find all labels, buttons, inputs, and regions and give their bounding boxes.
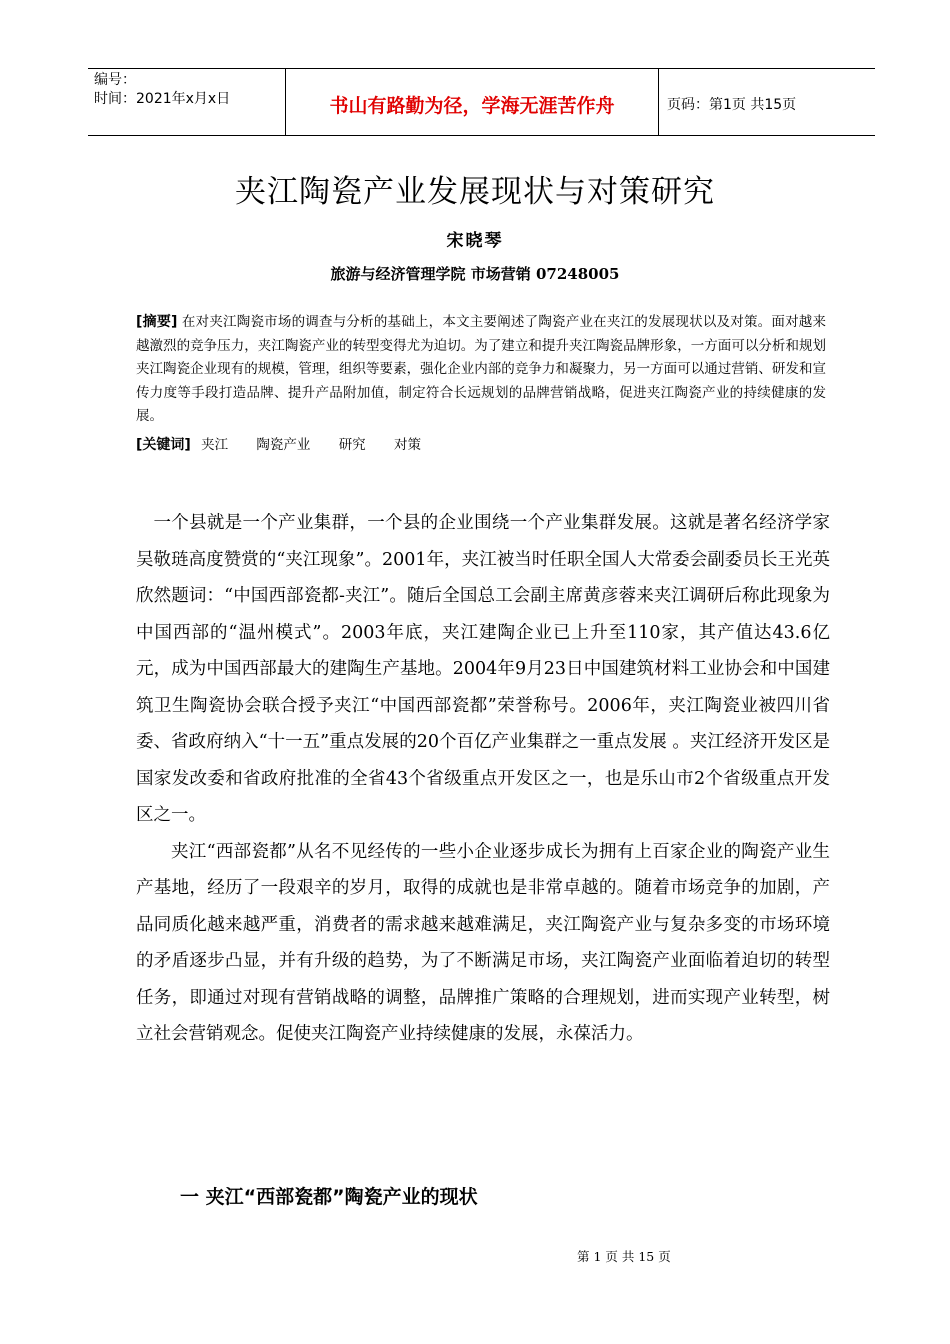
- abstract-tag: [摘要]: [136, 314, 178, 330]
- keyword: 陶瓷产业: [256, 437, 311, 453]
- header-page-number: 页码：第1页 共15页: [667, 97, 797, 113]
- author-affiliation: 旅游与经济管理学院 市场营销 07248005: [330, 265, 620, 283]
- body-text: [136, 505, 830, 1053]
- author-name: 宋晓琴: [446, 231, 504, 251]
- time-label: 时间：2021年x月x日: [94, 91, 231, 107]
- abstract-text: 在对夹江陶瓷市场的调查与分析的基础上，本文主要阐述了陶瓷产业在夹江的发展现状以及对策。面对越来越激烈的竞争压力，夹江陶瓷产业的转型变得尤为迫切。为了建立和提升夹江陶瓷品牌形象，一方面可以分析和规划夹江陶瓷企业现有的规模，管理，组织等要素，强化企业内部的竞争力和凝聚力，另一方面可以通过营销、研发和宣传力度等手段打造品牌、提升产品附加值，制定符合长远规划的品牌营销战略，促进夹江陶瓷产业的持续健康的发展。: [136, 314, 826, 424]
- paragraph: 夹江“西部瓷都”从名不见经传的一些小企业逐步成长为拥有上百家企业的陶瓷产业生产基地，经历了一段艰辛的岁月，取得的成就也是非常卓越的。随着市场竞争的加剧，产品同质化越来越严重，消费者的需求越来越难满足，夹江陶瓷产业与复杂多变的市场环境的矛盾逐步凸显，并有升级的趋势，为了不断满足市场，夹江陶瓷产业面临着迫切的转型任务，即通过对现有营销战略的调整，品牌推广策略的合理规划，进而实现产业转型，树立社会营销观念。促使夹江陶瓷产业持续健康的发展，永葆活力。: [136, 841, 830, 1044]
- header-meta: [88, 69, 286, 135]
- keyword: 对策: [393, 437, 421, 453]
- keyword: 研究: [338, 437, 366, 453]
- section-heading: 一 夹江“西部瓷都”陶瓷产业的现状: [180, 1186, 478, 1208]
- document-title: 夹江陶瓷产业发展现状与对策研究: [235, 174, 715, 210]
- paragraph: 一个县就是一个产业集群，一个县的企业围绕一个产业集群发展。这就是著名经济学家吴敬琏高度赞赏的“夹江现象”。2001年，夹江被当时任职全国人大常委会副委员长王光英欣然题词：“中国西部瓷都-夹江”。随后全国总工会副主席黄彦蓉来夹江调研后称此现象为中国西部的“温州模式”。2003年底，夹江建陶企业已上升至110家，其产值达43.6亿元，成为中国西部最大的建陶生产基地。2004年9月23日中国建筑材料工业协会和中国建筑卫生陶瓷协会联合授予夹江“中国西部瓷都”荣誉称号。2006年，夹江陶瓷业被四川省委、省政府纳入“十一五”重点发展的20个百亿产业集群之一重点发展 。夹江经济开发区是国家发改委和省政府批准的全省43个省级重点开发区之一，也是乐山市2个省级重点开发区之一。: [136, 513, 830, 825]
- page-footer: 第 1 页 共 15 页: [577, 1249, 671, 1264]
- serial-number-label: 编号：: [94, 72, 136, 88]
- header-motto: 书山有路勤为径，学海无涯苦作舟: [286, 69, 659, 135]
- abstract: [136, 311, 826, 429]
- keywords: [136, 434, 826, 457]
- document-header: [88, 68, 875, 136]
- keywords-tag: [关键词]: [136, 437, 191, 453]
- keyword: 夹江: [201, 437, 229, 453]
